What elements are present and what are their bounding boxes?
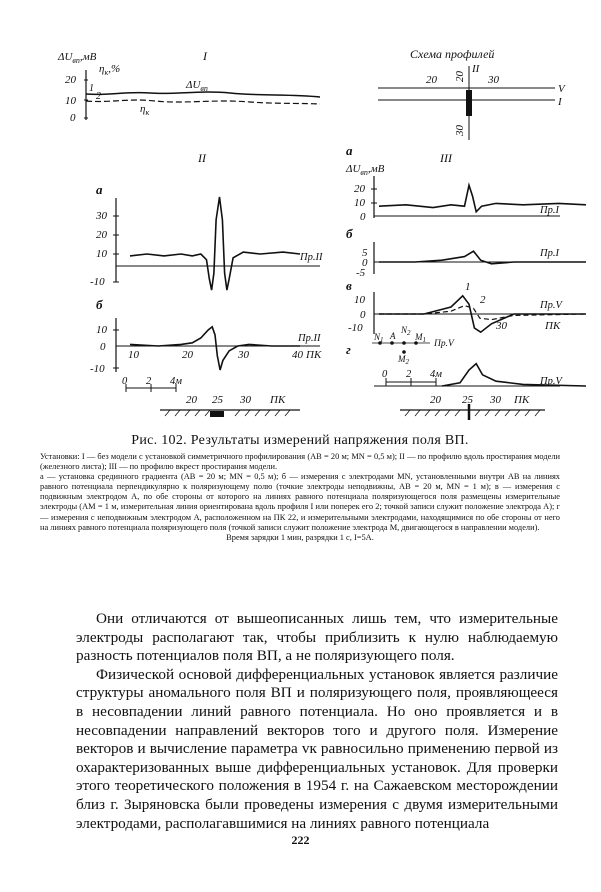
svg-text:2: 2	[406, 369, 412, 380]
electrode-layout	[372, 325, 455, 366]
svg-text:4м: 4м	[170, 376, 182, 387]
scheme-tick-30a: 30	[488, 74, 499, 86]
panel-iii-b-profile: Пр.I	[540, 248, 559, 259]
panel-ii-b-ytick-m10: -10	[90, 363, 105, 375]
svg-text:25: 25	[462, 394, 473, 406]
panel-ii-a-ytick-10: 10	[96, 248, 107, 260]
panel-iii-d-profile: Пр.V	[540, 376, 562, 387]
scheme-title: Схема профилей	[410, 47, 495, 61]
panel-iii-roman: III	[440, 151, 452, 165]
scheme-tick-30b: 30	[454, 125, 466, 136]
scheme-model	[466, 90, 472, 116]
panel-iii-d-curve	[442, 364, 586, 386]
panel-ii-a-ytick-30: 30	[96, 210, 107, 222]
svg-text:20: 20	[186, 394, 197, 406]
body-paragraph-2: Физической основой дифференциальных установок является различие структуры аномального поля ВП и поляризующего поля, проявляющееся в несовпадении линий равного потенциала. Но оно проявляется и в несовпадении направлений векторов того и другого поля. Измерение векторов и вычисление параметра vк равносильно применению первой из охарактеризованных выше дифференциальных установок. Для проверки этого теоретического положения в 1954 г. на Сажаевском месторождении близ г. Зыряновска были проведены измерения с двумя измерительными электродами, располагавшимися на линиях равного потенциала	[76, 665, 558, 832]
svg-text:10: 10	[354, 294, 365, 306]
panel-ii-ground	[160, 394, 300, 417]
panel-iii-d-letter: г	[346, 342, 351, 357]
panel-i-ytick-0: 0	[70, 112, 76, 124]
svg-text:N2: $N_2$	[401, 325, 411, 337]
panel-i-ytick-10: 10	[65, 95, 76, 107]
panel-ii-b-curve	[130, 327, 300, 370]
panel-i-ytick-20: 20	[65, 74, 76, 86]
svg-text:ПК: ПК	[514, 394, 530, 406]
svg-text:0: 0	[382, 369, 388, 380]
panel-ii-b-xtick-40: 40	[292, 349, 303, 361]
panel-ii-model	[210, 411, 224, 417]
scheme-tick-20a: 20	[426, 74, 437, 86]
svg-text:5: 5	[362, 247, 368, 259]
figure-caption-body	[40, 452, 560, 543]
svg-text:A: A	[390, 331, 396, 341]
panel-iii	[345, 143, 586, 420]
svg-text:-5: -5	[356, 267, 366, 279]
svg-text:ПК: ПК	[270, 394, 286, 406]
svg-text:M2: $M_2$	[398, 354, 409, 366]
caption-line-details: а — установка срединного градиента (AB = 20 м; MN = 0,5 м); б — измерения с электродами MN, установленными внутри AB на линиях равного потенциала перпендикулярно к поляризующему полю (точкие электроды неподвижны, AB = 20 м, MN = 1 м); в — измерения с подвижным электродом A, по обе стороны от которого на линиях равного потенциала поляризующегося поля размещены измерительные электроды (AM = 1 м, измерительная линия ориентирована вдоль профиля I или поперек его 2; точкой записи служит положение электрода A); г — измерения с неподвижным электродом A, расположенном на ПК 22, и измерительными электродами, находящимися по обе стороны от него на линиях равного потенциала поляризующего поля (точкой записи служит положение электрода M, двигающегося в направлении модели).	[40, 472, 560, 532]
figure-102	[0, 0, 601, 430]
svg-text:4м: 4м	[430, 369, 442, 380]
panel-i	[57, 49, 320, 124]
page-number: 222	[291, 833, 310, 847]
svg-text:30: 30	[240, 394, 251, 406]
profile-scheme	[378, 47, 566, 140]
panel-i-ylabel-eta: $\eta_к,\%$	[99, 63, 121, 77]
panel-ii-b-ytick-10: 10	[96, 324, 107, 336]
svg-text:20: 20	[354, 183, 365, 195]
panel-iii-b-letter: б	[346, 226, 353, 241]
panel-ii-a-ytick-20: 20	[96, 229, 107, 241]
svg-text:30: 30	[490, 394, 501, 406]
svg-text:20: 20	[430, 394, 441, 406]
panel-ii-b-xtick-30: 30	[238, 349, 249, 361]
panel-i-curve1-label: 1	[89, 83, 94, 94]
panel-ii-b-xunit: ПК	[306, 349, 322, 361]
panel-i-curve-eta	[86, 100, 320, 104]
scheme-label-i: I	[558, 96, 562, 108]
panel-ii-b-ytick-0: 0	[100, 341, 106, 353]
body-paragraph-1: Они отличаются от вышеописанных лишь тем, что измерительные электроды располагают так, чтобы приблизить к нулю наблюдаемую разность потенциалов поля ВП, а не поляризующего поля.	[76, 610, 558, 665]
svg-text:0: 0	[360, 309, 366, 321]
svg-text:10: 10	[354, 197, 365, 209]
svg-text:M1: $M_1$	[415, 332, 426, 344]
svg-text:25: 25	[212, 394, 223, 406]
panel-ii	[90, 151, 323, 417]
panel-iii-c-label-1: 1	[465, 281, 471, 293]
panel-iii-c-profile: Пр.V	[540, 300, 562, 311]
panel-iii-ground	[400, 394, 545, 420]
panel-iii-c-label-2: 2	[480, 294, 486, 306]
panel-ii-roman: II	[198, 151, 206, 165]
panel-iii-a-letter: а	[346, 143, 353, 158]
body-text	[76, 610, 558, 833]
panel-i-curve2-label: 2	[96, 91, 101, 102]
scheme-label-ii: II	[472, 63, 480, 75]
panel-ii-b-profile: Пр.II	[298, 333, 321, 344]
svg-text:2: 2	[146, 376, 152, 387]
panel-ii-a-ytick-m10: -10	[90, 276, 105, 288]
panel-ii-b-xtick-10: 10	[128, 349, 139, 361]
svg-text:Пр.V: Пр.V	[434, 339, 454, 349]
panel-iii-c-letter: в	[346, 278, 352, 293]
panel-i-curve-eta-label: $\eta_к$	[140, 103, 150, 117]
panel-ii-b-xtick-20: 20	[182, 349, 193, 361]
panel-iii-a-profile: Пр.I	[540, 205, 559, 216]
caption-line-timing: Время зарядки 1 мин, разрядки 1 с, I=5A.	[226, 532, 374, 542]
scheme-tick-20b: 20	[454, 71, 466, 82]
panel-iii-c-xunit: ПК	[545, 320, 561, 332]
panel-iii-c-xtick-30: 30	[496, 320, 507, 332]
svg-text:0: 0	[362, 257, 368, 269]
panel-i-roman: I	[203, 49, 207, 63]
panel-ii-scale-bar	[122, 376, 182, 392]
panel-ii-b-letter: б	[96, 297, 103, 312]
panel-iii-scale-bar	[382, 369, 442, 386]
panel-i-ylabel-u: $\Delta U_{вп},мВ$	[58, 51, 97, 65]
panel-ii-a-curve	[130, 197, 300, 290]
svg-text:0: 0	[360, 211, 366, 223]
panel-iii-a-ylabel: $\Delta U_{вп},мВ$	[346, 163, 385, 177]
svg-text:N1: $N_1$	[374, 332, 384, 344]
figure-caption-title: Рис. 102. Результаты измерений напряжения поля ВП.	[131, 433, 469, 448]
panel-ii-a-letter: а	[96, 182, 103, 197]
svg-text:0: 0	[122, 376, 128, 387]
panel-ii-a-profile: Пр.II	[300, 252, 323, 263]
panel-i-curve-u-label: $\Delta U_{вп}$	[186, 79, 208, 93]
svg-text:-10: -10	[348, 322, 363, 334]
scheme-label-v: V	[558, 83, 565, 95]
caption-line-setups: Установки: I — без модели с установкой симметричного профилирования (AB = 20 м; MN = 0,5 м); II — по профилю вдоль простирания модели (железного листа); III — по профилю вкрест простирания модели.	[40, 452, 560, 472]
